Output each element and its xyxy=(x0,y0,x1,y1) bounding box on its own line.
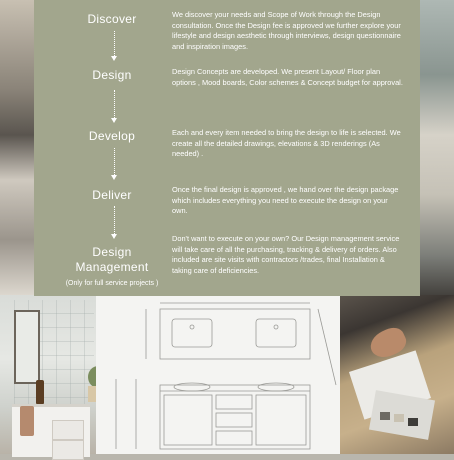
stage-description: We discover your needs and Scope of Work through the Design consultation. Once the Design fee is approved we further explore your lifestyle and design aesthetic through interviews, design questionnaire and inspiration images. xyxy=(172,10,401,51)
stage-title: Design xyxy=(92,68,132,82)
down-arrow-icon xyxy=(109,90,119,123)
down-arrow-icon xyxy=(109,31,119,61)
stage-title: Discover xyxy=(87,12,137,26)
vanity-drawer xyxy=(52,420,84,440)
elevation-drawing-lines xyxy=(96,295,342,454)
vanity-drawer xyxy=(52,440,84,460)
mirror xyxy=(14,310,40,384)
material-swatch xyxy=(394,414,404,422)
stage-title: Deliver xyxy=(92,188,132,202)
stage-title: Develop xyxy=(88,129,136,143)
stage-title-design-management xyxy=(32,245,192,291)
stage-description: Once the final design is approved , we hand over the design package which includes everything you need to execute the design on your own. xyxy=(172,185,399,216)
design-process-panel xyxy=(34,0,420,296)
stage-description: Each and every item needed to bring the design to life is selected. We create all the detailed drawings, elevations & 3D renderings (As needed) . xyxy=(172,128,401,159)
down-arrow-icon xyxy=(109,148,119,180)
stage-title: Design Management xyxy=(75,245,149,274)
stage-subtitle: (Only for full service projects ) xyxy=(65,280,159,287)
towel xyxy=(20,406,34,436)
soap-bottle xyxy=(36,380,44,404)
interior-photo-right-strip xyxy=(420,0,454,300)
material-swatch xyxy=(380,412,390,420)
material-swatch xyxy=(408,418,418,426)
stage-description: Design Concepts are developed. We present Layout/ Floor plan options , Mood boards, Color schemes & Concept budget for approval. xyxy=(172,67,403,87)
down-arrow-icon xyxy=(109,206,119,239)
stage-description: Don't want to execute on your own? Our Design management service will take care of all the purchasing, tracking & delivery of orders. Also included are site visits with contractors /trades, final Installation & taking care of deficiencies. xyxy=(172,234,400,275)
interior-photo-left-strip xyxy=(0,0,34,300)
